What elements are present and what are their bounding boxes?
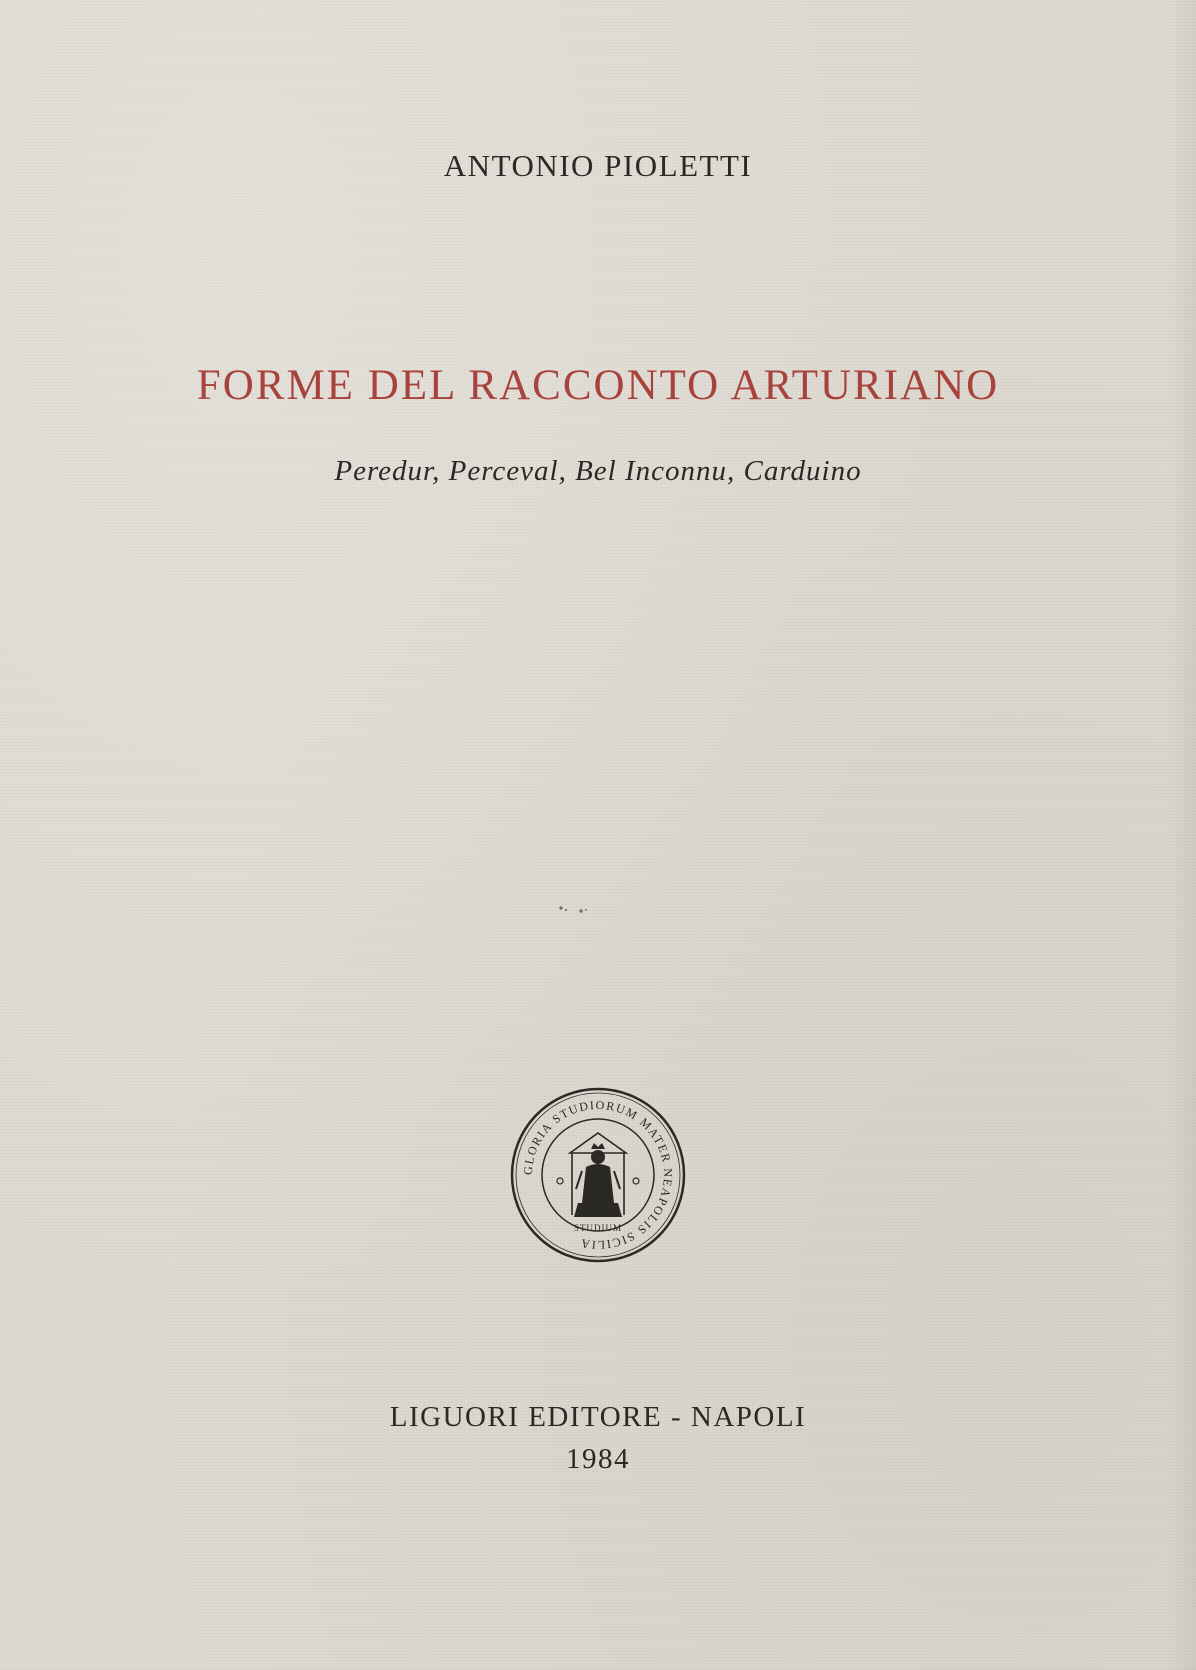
seal-inner-text: STUDIUM <box>573 1223 623 1233</box>
paper-fleck <box>557 905 591 915</box>
publication-year: 1984 <box>566 1443 630 1475</box>
book-subtitle: Peredur, Perceval, Bel Inconnu, Carduino <box>334 455 862 487</box>
book-title: FORME DEL RACCONTO ARTURIANO <box>196 362 1000 409</box>
publisher-name: LIGUORI EDITORE - NAPOLI <box>389 1401 807 1433</box>
seal-ring-text: GLORIA STUDIORUM MATER NEAPOLIS SICILIA <box>520 1097 676 1253</box>
university-seal-icon <box>508 1085 688 1265</box>
author-name: ANTONIO PIOLETTI <box>443 148 753 183</box>
